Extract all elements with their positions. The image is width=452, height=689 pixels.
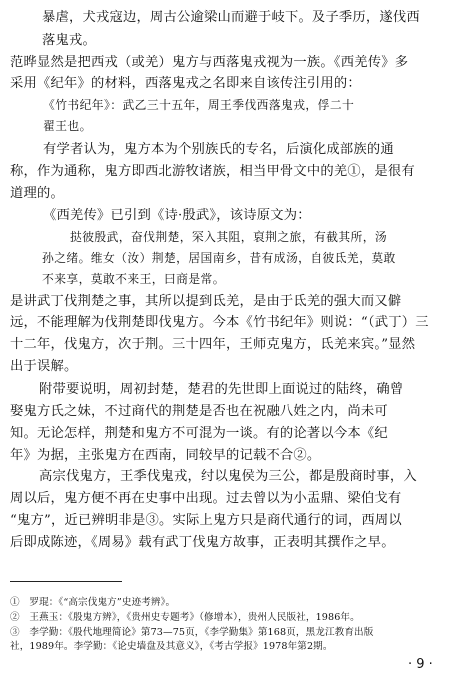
quote-line: 不来享，莫敢不来王，曰商是常。	[42, 272, 225, 286]
body-line: 附带要说明，周初封楚，楚君的先世即上面说过的陆终，确曾	[39, 382, 404, 397]
body-line: 称，作为通称，鬼方即西北游牧诸族，相当甲骨文中的羌①，是很有	[10, 164, 415, 179]
body-line: 道理的。	[10, 186, 64, 201]
footnote-2: ② 王燕玉：《殷鬼方辨》，《贵州史专题考》（修增本），贵州人民版社，1986年。	[10, 612, 360, 623]
body-line: “鬼方”，近已辨明非是③。实际上鬼方只是商代通行的词，西周以	[10, 513, 402, 528]
quote-line: 挞彼殷武，奋伐荆楚，罙入其阻，裒荆之旅，有截其所，汤	[70, 230, 388, 244]
quote-line: 翟王也。	[43, 119, 92, 133]
body-line: 远，不能理解为伐荆楚即伐鬼方。今本《竹书纪年》则说：“（武丁）三	[10, 315, 429, 330]
body-line: 范晔显然是把西戎（或羌）鬼方与西落鬼戎视为一族。《西羌传》多	[10, 55, 409, 70]
quote-line: 《竹书纪年》：武乙三十五年，周王季伐西落鬼戎，俘二十	[43, 98, 355, 112]
footnote-1: ① 罗琨：《“高宗伐鬼方”史迹考辨》。	[10, 597, 176, 608]
body-line: 后即成陈迹，《周易》载有武丁伐鬼方故事，正表明其撰作之早。	[10, 535, 395, 550]
body-line: 采用《纪年》的材料，西落鬼戎之名即来自该传注引用的：	[10, 76, 361, 91]
footnote-3-cont: 社，1989年。李学勤：《论史墙盘及其意义》，《考古学报》1978年第2期。	[10, 641, 333, 652]
body-line: 是讲武丁伐荆楚之事，其所以提到氐羌，是由于氐羌的强大而又僻	[10, 294, 402, 309]
body-line: 《西羌传》已引到《诗·殷武》，该诗原文为：	[43, 208, 311, 223]
body-line: 有学者认为，鬼方本为个别族氏的专名，后演化成部族的通	[43, 142, 394, 157]
page-number: · 9 ·	[408, 657, 433, 672]
footnote-3: ③ 李学勤：《殷代地理简论》第73—75页，《李学勤集》第168页，黑龙江教育出版	[10, 627, 374, 638]
body-line: 娶鬼方氏之妹，不过商代的荆楚是否也在祝融八姓之内，尚未可	[10, 404, 388, 419]
body-line: 周以后，鬼方便不再在史事中出现。过去曾以为小盂鼎、梁伯戈有	[10, 491, 402, 506]
quote-line: 孙之绪。维女（汝）荆楚，居国南乡，昔有成汤，自彼氐羌，莫敢	[42, 251, 396, 265]
body-line: 高宗伐鬼方，王季伐鬼戎，纣以鬼侯为三公，都是殷商时事，入	[39, 469, 417, 484]
body-line: 落鬼戎。	[42, 33, 96, 48]
body-line: 知。无论怎样，荆楚和鬼方不可混为一谈。有的论著以今本《纪	[10, 426, 388, 441]
body-line: 暴虐，犬戎寇边，周古公逾梁山而避于岐下。及子季历，遂伐西	[42, 10, 420, 25]
body-line: 十二年，伐鬼方，次于荆。三十四年，王师克鬼方，氐羌来宾。”显然	[10, 337, 416, 352]
footnote-separator	[10, 581, 122, 582]
body-line: 出于误解。	[10, 359, 78, 374]
body-line: 年》为据，主张鬼方在西南，同较早的记载不合②。	[10, 448, 321, 463]
